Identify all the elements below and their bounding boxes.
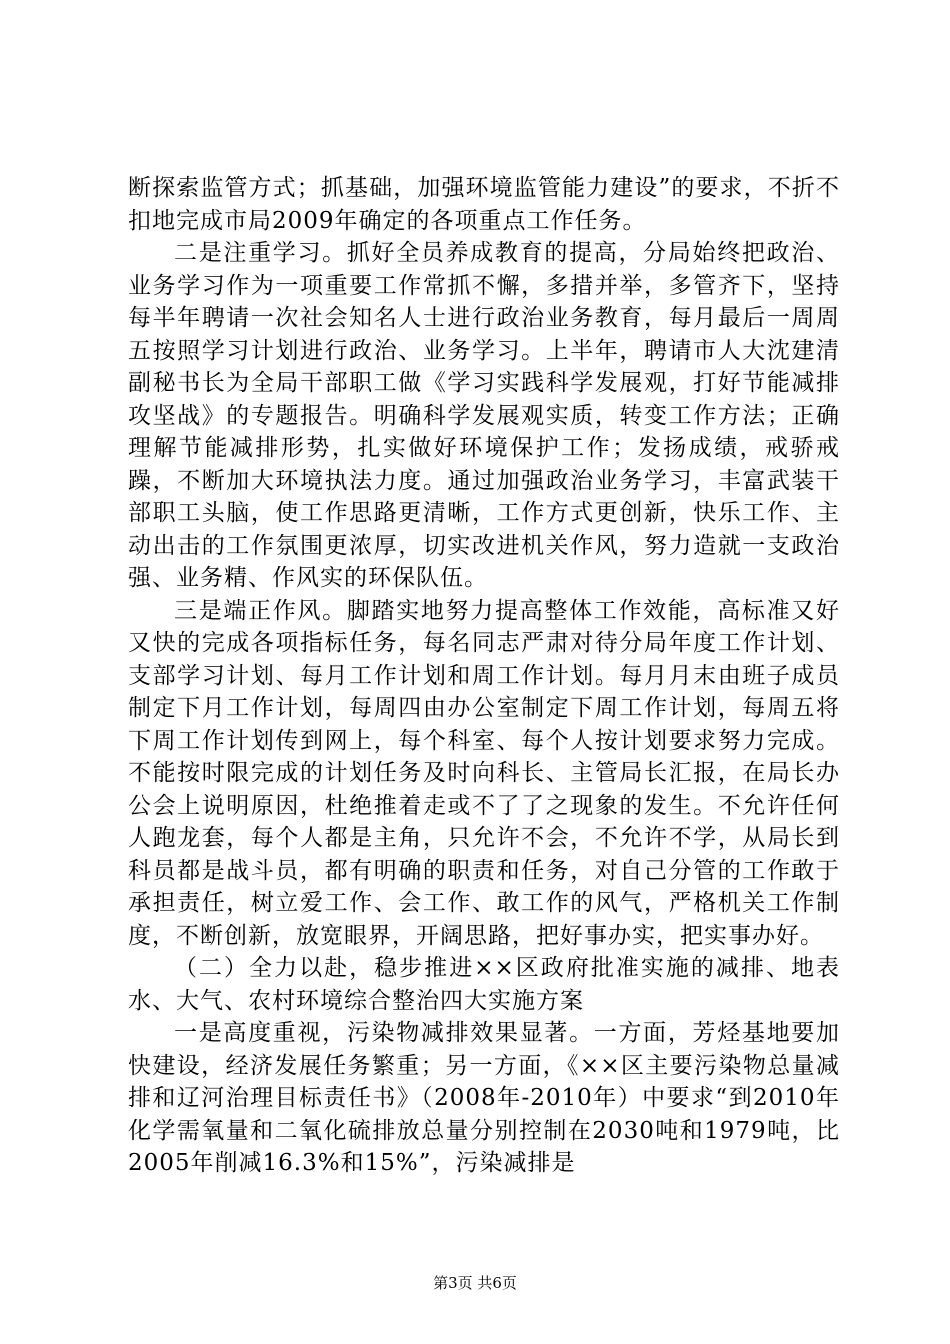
- paragraph-work-style: 三是端正作风。脚踏实地努力提高整体工作效能，高标准又好又快的完成各项指标任务，每名同志严肃对待分局年度工作计划、支部学习计划、每月工作计划和周工作计划。每月月末由班子成员制定下月工作计划，每周四由办公室制定下周工作计划，每周五将下周工作计划传到网上，每个科室、每个人按计划要求努力完成。不能按时限完成的计划任务及时向科长、主管局长汇报，在局长办公会上说明原因，杜绝推着走或不了了之现象的发生。不允许任何人跑龙套，每个人都是主角，只允许不会，不允许不学，从局长到科员都是战斗员，都有明确的职责和任务，对自己分管的工作敢于承担责任，树立爱工作、会工作、敢工作的风气，严格机关工作制度，不断创新，放宽眼界，开阔思路，把好事办实，把实事办好。: [128, 597, 840, 949]
- document-body: [128, 172, 840, 1180]
- paragraph-emission-reduction: 一是高度重视，污染物减排效果显著。一方面，芳烃基地要加快建设，经济发展任务繁重；另一方面，《××区主要污染物总量减排和辽河治理目标责任书》（2008年-2010年）中要求“到2010年化学需氧量和二氧化硫排放总量分别控制在2030吨和1979吨，比2005年削减16.3%和15%”，污染减排是: [128, 1020, 840, 1176]
- page-footer: [0, 1273, 950, 1293]
- section-heading: （二）全力以赴，稳步推进××区政府批准实施的减排、地表水、大气、农村环境综合整治四大实施方案: [128, 955, 840, 1014]
- paragraph-continuation: 断探索监管方式；抓基础，加强环境监管能力建设”的要求，不折不扣地完成市局2009年确定的各项重点工作任务。: [128, 175, 840, 234]
- paragraph-study: 二是注重学习。抓好全员养成教育的提高，分局始终把政治、业务学习作为一项重要工作常抓不懈，多措并举，多管齐下，坚持每半年聘请一次社会知名人士进行政治业务教育，每月最后一周周五按照学习计划进行政治、业务学习。上半年，聘请市人大沈建清副秘书长为全局干部职工做《学习实践科学发展观，打好节能减排攻坚战》的专题报告。明确科学发展观实质，转变工作方法；正确理解节能减排形势，扎实做好环境保护工作；发扬成绩，戒骄戒躁，不断加大环境执法力度。通过加强政治业务学习，丰富武装干部职工头脑，使工作思路更清晰，工作方式更创新，快乐工作、主动出击的工作氛围更浓厚，切实改进机关作风，努力造就一支政治强、业务精、作风实的环保队伍。: [128, 240, 840, 591]
- page-number: 第3页 共6页: [433, 1274, 517, 1292]
